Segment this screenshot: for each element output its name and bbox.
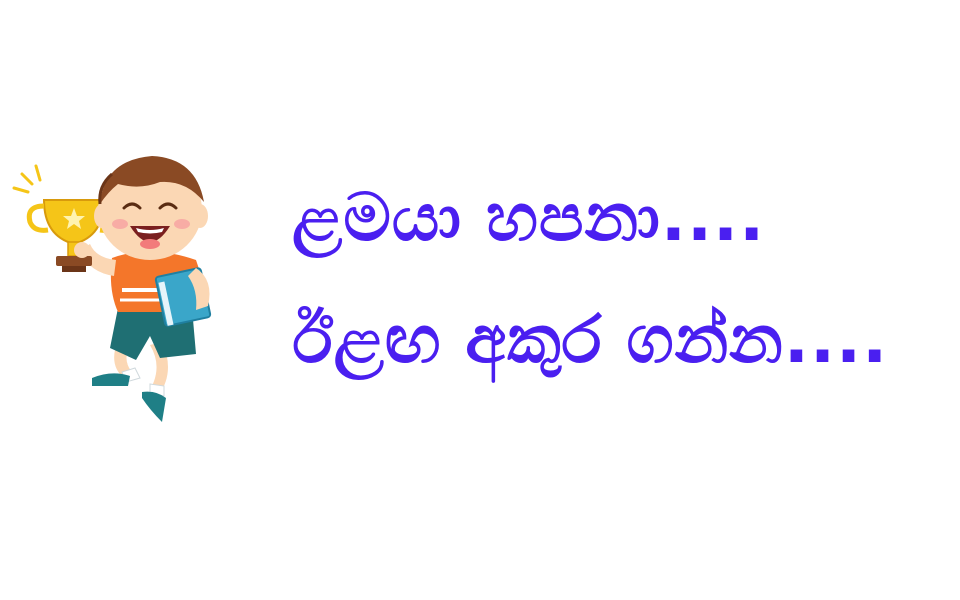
happy-boy-illustration — [0, 140, 230, 430]
headline-line-2: ඊළඟ අකුර ගන්න.... — [292, 301, 889, 378]
sparkle-icon — [14, 166, 40, 192]
boy-head — [94, 156, 208, 260]
headline-line-1: ළමයා හපනා.... — [292, 179, 766, 256]
